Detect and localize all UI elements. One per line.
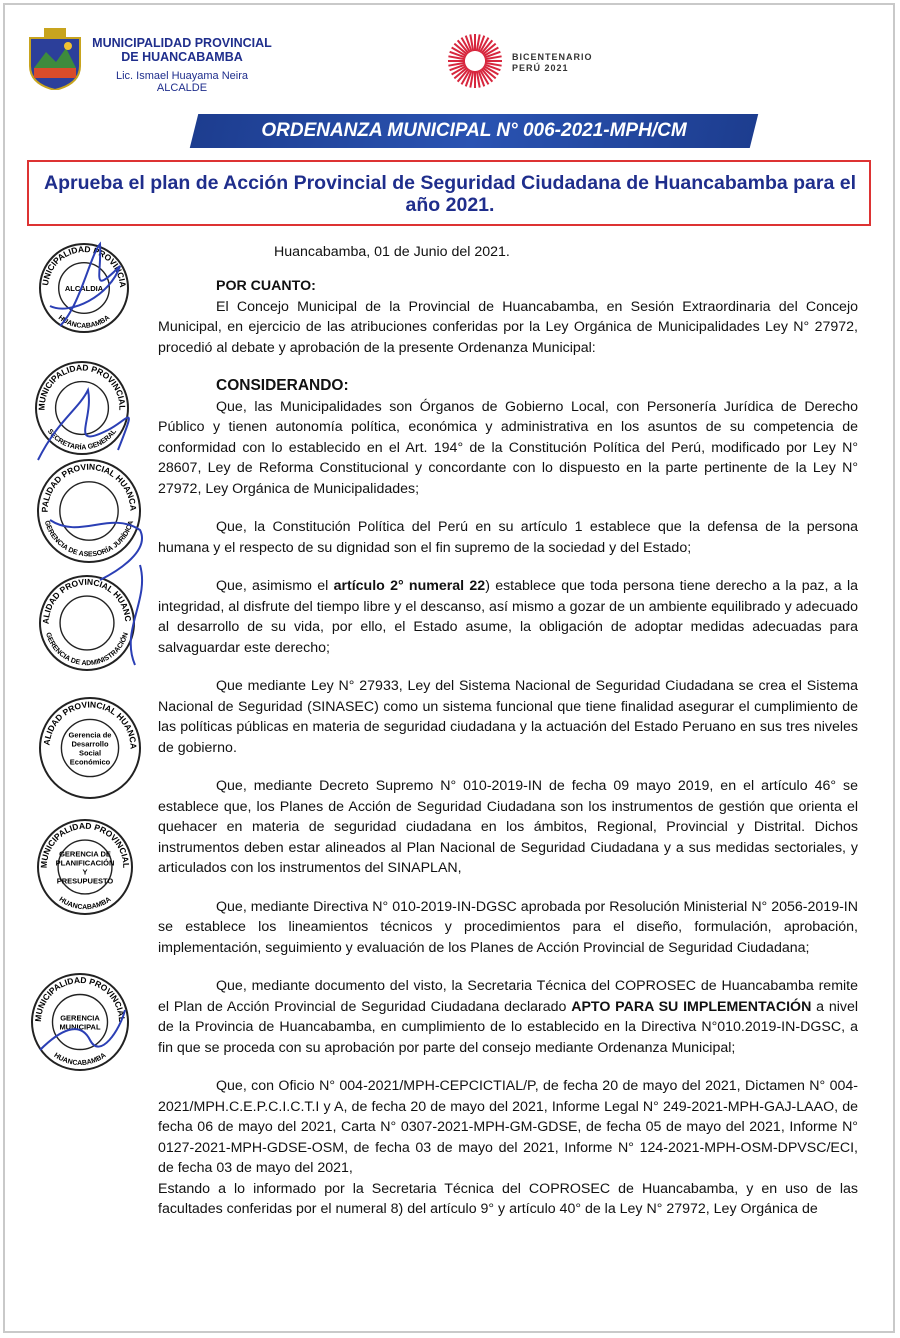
seal-center-text: GERENCIA DE	[59, 849, 111, 859]
seal-center-text: GERENCIA	[60, 1013, 100, 1023]
seal-center-text: Y	[82, 867, 88, 877]
paragraph-6: Que, mediante Decreto Supremo N° 010-2019-IN de fecha 09 mayo 2019, en el artículo 46° se establece que, los Planes de Acción de Seguridad Ciudadana son los instrumentos de gestión que orienta el quehacer en materia de seguridad ciudadana en los ámbitos, Regional, Provincial y Distrital. Dichos instrumentos deben estar alineados al Plan Nacional de Seguridad Ciudadana y a sus medidas sectoriales, y articulados con los instrumentos del SINAPLAN,	[158, 778, 858, 876]
official-seal	[36, 818, 134, 916]
paragraph-4	[158, 576, 858, 658]
seal-ring-icon	[38, 696, 142, 800]
considerando-heading: CONSIDERANDO:	[216, 377, 349, 394]
seal-top-text: MUNICIPALIDAD PROVINCIAL	[36, 362, 128, 411]
seal-top-text: MUNICIPALIDAD PROVINCIAL	[32, 974, 128, 1023]
seal-top-text: PALIDAD PROVINCIAL HUANCA	[39, 461, 139, 513]
paragraph-3: Que, la Constitución Política del Perú en su artículo 1 establece que la defensa de la persona humana y el respecto de su dignidad son el fin supremo de la sociedad y del Estado;	[158, 519, 858, 556]
mayor-name: Lic. Ismael Huayama Neira	[115, 70, 249, 82]
bicentenario-line2: PERÚ 2021	[512, 63, 569, 73]
paragraph-4-text-b: ) establece que toda persona tiene derecho a la paz, a la integridad, al disfrute del tiempo libre y el descanso, así mismo a gozar de un ambiente equilibrado y adecuado al desarrollo de su vida, por ello, el Estado asume, la obligación de adoptar medidas adecuadas para salvaguardar este derecho;	[158, 578, 858, 656]
paragraph-4-text-a: Que, asimismo el	[216, 578, 334, 594]
bicentenario-line1: BICENTENARIO	[512, 52, 593, 62]
seal-top-text: MUNICIPALIDAD PROVINCIAL	[38, 820, 132, 869]
bicentenario-logo-icon	[446, 32, 504, 90]
document-date: Huancabamba, 01 de Junio del 2021.	[274, 244, 510, 260]
document-body	[158, 240, 858, 1220]
municipality-line2: DE HUANCABAMBA	[121, 50, 243, 64]
seal-bottom-text: GERENCIA DE ADMINISTRACIÓN	[44, 631, 130, 668]
por-cuanto-heading: POR CUANTO:	[216, 278, 316, 294]
subject-title: Aprueba el plan de Acción Provincial de Seguridad Ciudadana de Huancabamba para el año 2021.	[44, 172, 856, 216]
bicentenario-text	[512, 52, 593, 74]
seal-bottom-text: HUANCABAMBA	[57, 896, 113, 912]
seal-bottom-text: HUANCABAMBA	[52, 1051, 108, 1068]
seal-center-text: Económico	[69, 757, 111, 767]
paragraph-2: Que, las Municipalidades son Órganos de Gobierno Local, con Personería Jurídica de Derecho Público y tienen autonomía política, económica y administrativa en los asuntos de su competencia de conformidad con lo establecido en el Art. 194° de la Constitución Política del Perú, modificado por Ley N° 28607, Ley de Reforma Constitucional y concordante con lo dispuesto en la parte pertinente de la Ley N° 27972, Ley Orgánica de Municipalidades;	[158, 398, 858, 497]
letterhead	[0, 0, 900, 110]
paragraph-1: El Concejo Municipal de la Provincial de Huancabamba, en Sesión Extraordinaria del Concejo Municipal, en ejercicio de las atribuciones conferidas por la Ley Orgánica de Municipalidades Ley N° 27972, procedió al debate y aprobación de la presente Ordenanza Municipal:	[158, 298, 858, 356]
paragraph-7: Que, mediante Directiva N° 010-2019-IN-DGSC aprobada por Resolución Ministerial N° 2056-2019-IN se establece los lineamientos técnicos y procedimientos para el diseño, formulación, aprobación, implementación, seguimiento y evaluación de los Planes de Acción Provincial de Seguridad Ciudadana;	[158, 898, 858, 956]
signature-2-icon	[28, 370, 148, 480]
paragraph-8-text-b: a nivel de la Provincia de Huancabamba, en cumplimiento de lo establecido en la Directiva N°010.2019-IN-DGSC, a fin que se proceda con su aprobación por parte del consejo mediante Ordenanza Municipal;	[158, 998, 859, 1056]
seal-center-text: Desarrollo	[71, 739, 109, 749]
mayor-block	[92, 70, 272, 94]
seal-bottom-text: GERENCIA DE ASESORÍA JURÍDICA	[42, 519, 136, 559]
paragraph-9: Que, con Oficio N° 004-2021/MPH-CEPCICTIAL/P, de fecha 20 de mayo del 2021, Dictamen N° 004-2021/MPH.C.E.P.C.I.C.T.I y A, de fecha 20 de mayo del 2021, Informe Legal N° 249-2021-MPH-GAJ-LAAO, de fecha 06 de mayo del 2021, Carta N° 0307-2021-MPH-GM-GDSE, de fecha 05 de mayo del 2021, Informe N° 0127-2021-MPH-GDSE-OSM, de fecha 03 de mayo del 2021, Informe N° 124-2021-MPH-OSM-DPVSC/ECI, de fecha 03 de mayo del 2021,	[158, 1078, 858, 1176]
seal-center-text: PRESUPUESTO	[56, 876, 114, 886]
seal-top-text: UNICIPALIDAD PROVINCIA	[40, 244, 128, 288]
seal-center-text: MUNICIPAL	[59, 1022, 101, 1032]
signature-1-icon	[30, 236, 140, 336]
paragraph-4-bold: artículo 2° numeral 22	[333, 578, 486, 594]
seal-ring-icon	[36, 818, 134, 916]
signature-4-icon	[80, 560, 160, 670]
paragraph-8-bold: APTO PARA SU IMPLEMENTACIÓN	[571, 998, 812, 1015]
paragraph-10: Estando a lo informado por la Secretaria Técnica del COPROSEC de Huancabamba, y en uso de las facultades conferidas por el numeral 8) del artículo 9° y artículo 40° de la Ley N° 27972, Ley Orgánica de	[158, 1180, 858, 1217]
seal-center-text: ALCALDIA	[64, 284, 104, 293]
official-seal	[38, 696, 142, 800]
seal-top-text: ALIDAD PROVINCIAL HUANCA	[41, 699, 139, 750]
ordinance-title: ORDENANZA MUNICIPAL N° 006-2021-MPH/CM	[261, 120, 687, 141]
signature-5-icon	[30, 990, 130, 1070]
municipality-name	[92, 36, 272, 64]
seal-bottom-text: SECRETARÍA GENERAL	[45, 428, 119, 452]
paragraph-8	[158, 976, 858, 1058]
seal-top-text: ALIDAD PROVINCIAL HUANC	[40, 576, 134, 625]
mayor-title: ALCALDE	[156, 82, 208, 94]
seal-center-text: Gerencia de	[68, 730, 112, 740]
seal-bottom-text: HUANCABAMBA	[56, 314, 112, 330]
municipal-crest-icon	[26, 28, 84, 90]
municipality-line1: MUNICIPALIDAD PROVINCIAL	[92, 36, 272, 50]
seal-center-text: PLANIFICACIÓN	[55, 858, 115, 868]
paragraph-8-text-a: Que, mediante documento del visto, la Secretaria Técnica del COPROSEC de Huancabamba remite el Plan de Acción Provincial de Seguridad Ciudadana declarado	[158, 978, 858, 1015]
paragraph-5: Que mediante Ley N° 27933, Ley del Sistema Nacional de Seguridad Ciudadana se crea el Sistema Nacional de Seguridad (SINASEC) como un sistema funcional que tiene finalidad asegurar el cumplimiento de las políticas públicas en materia de seguridad ciudadana y la actuación del Estado Peruano en sus tres niveles de gobierno.	[158, 678, 858, 756]
seal-center-text: Social	[78, 748, 102, 758]
